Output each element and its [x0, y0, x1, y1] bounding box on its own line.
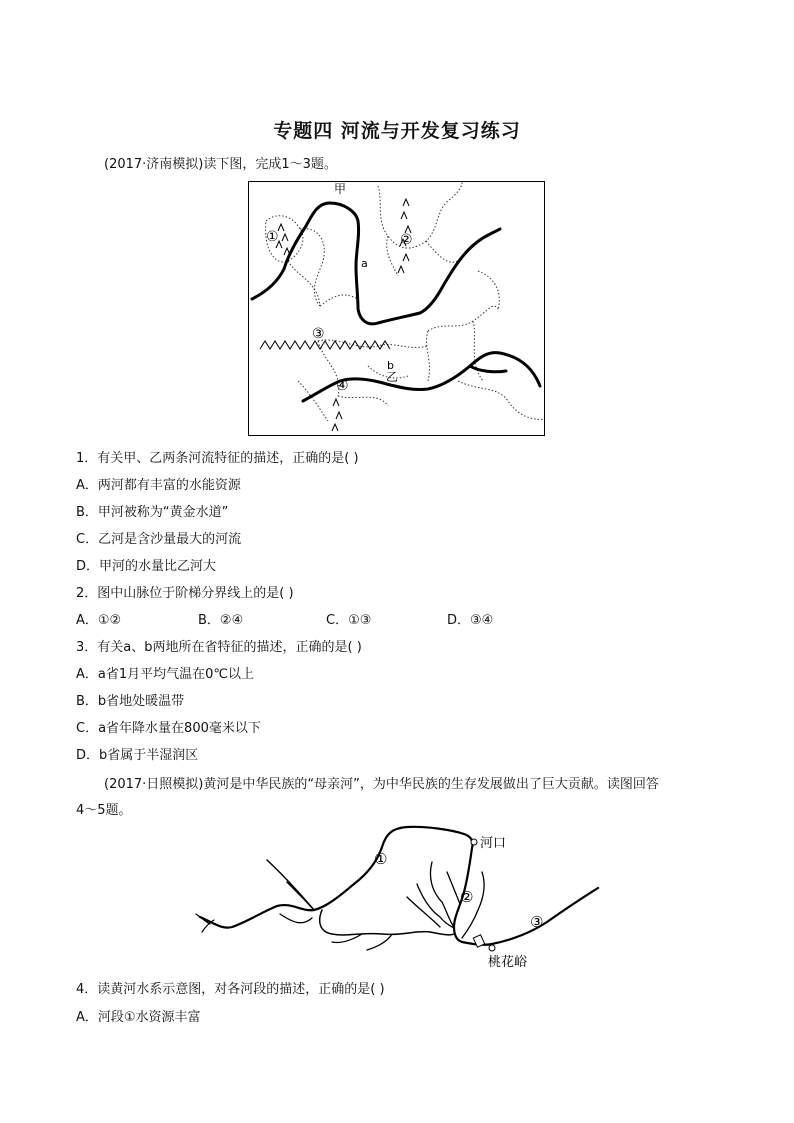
label-m2: ② — [400, 232, 413, 248]
q2-option-b: B．②④ — [198, 613, 244, 628]
label-s1: ① — [374, 850, 388, 868]
q3-option-a: A．a省1月平均气温在0℃以上 — [76, 667, 255, 682]
q1-option-c: C．乙河是含沙量最大的河流 — [76, 532, 242, 547]
q4-stem: 4．读黄河水系示意图，对各河段的描述，正确的是( ) — [76, 982, 385, 997]
q1-option-b: B．甲河被称为“黄金水道” — [76, 505, 229, 520]
q2-option-c: C．①③ — [326, 613, 372, 628]
page-title: 专题四 河流与开发复习练习 — [273, 120, 521, 142]
yellow-river-map — [192, 822, 604, 972]
label-a: a — [361, 257, 368, 270]
q3-stem: 3．有关a、b两地所在省特征的描述，正确的是( ) — [76, 640, 362, 655]
q2-option-d: D．③④ — [447, 613, 494, 628]
q1-option-d: D．甲河的水量比乙河大 — [76, 559, 217, 574]
q3-option-c: C．a省年降水量在800毫米以下 — [76, 721, 261, 736]
label-m3: ③ — [312, 326, 325, 342]
q3-option-b: B．b省地处暖温带 — [76, 694, 185, 709]
rivers-map — [248, 181, 545, 436]
label-hekou: 河口 — [480, 836, 507, 851]
section2-intro — [76, 772, 716, 824]
label-m4: ④ — [336, 378, 349, 394]
q1-stem: 1．有关甲、乙两条河流特征的描述，正确的是( ) — [76, 451, 359, 466]
label-m1: ① — [266, 229, 279, 245]
q2-stem: 2．图中山脉位于阶梯分界线上的是( ) — [76, 586, 294, 601]
label-yi: 乙 — [386, 370, 399, 384]
section1-intro: (2017·济南模拟)读下图，完成1～3题。 — [104, 157, 337, 172]
label-b: b — [387, 359, 394, 372]
section2-intro-line2: 4～5题。 — [76, 803, 132, 818]
label-taohuayu: 桃花峪 — [488, 955, 528, 970]
q3-option-d: D．b省属于半湿润区 — [76, 748, 199, 763]
label-jia: 甲 — [334, 182, 347, 196]
q1-option-a: A．两河都有丰富的水能资源 — [76, 478, 241, 493]
label-s2: ② — [460, 888, 474, 906]
section2-intro-line1: (2017·日照模拟)黄河是中华民族的“母亲河”，为中华民族的生存发展做出了巨大贡献。读图回答 — [104, 777, 659, 792]
q4-option-a: A．河段①水资源丰富 — [76, 1010, 201, 1025]
label-s3: ③ — [530, 913, 544, 931]
q2-option-a: A．①② — [76, 613, 122, 628]
